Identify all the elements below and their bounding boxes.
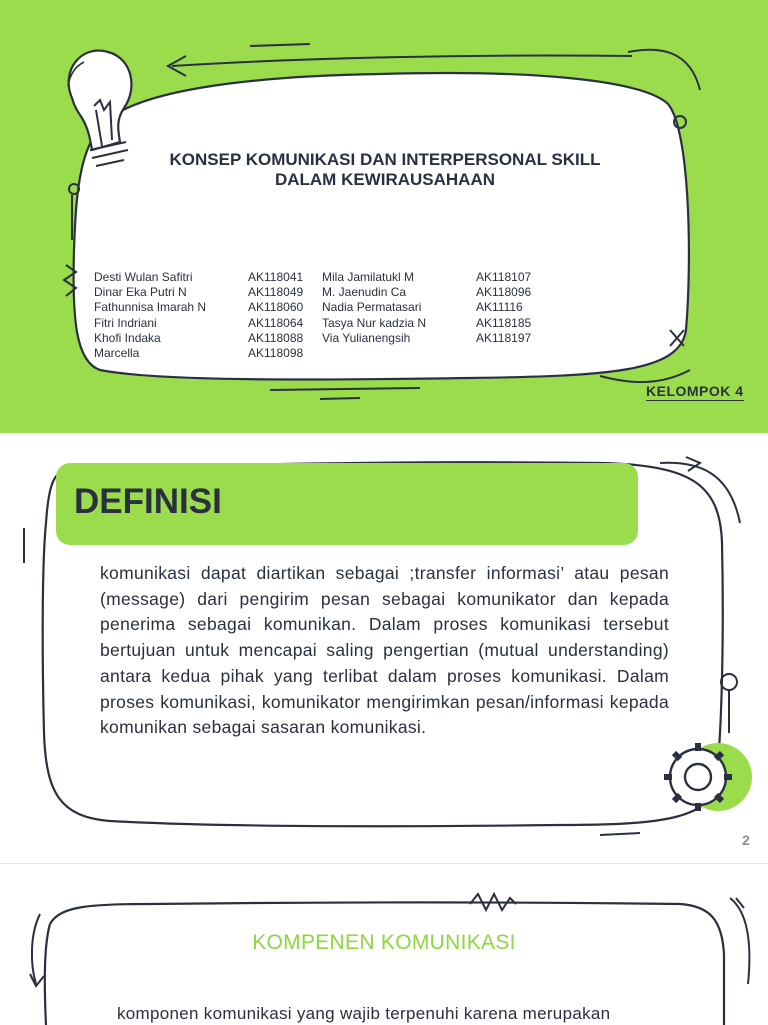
member-names-right [322, 270, 426, 346]
group-label: KELOMPOK 4 [646, 383, 744, 401]
slide-definisi [0, 433, 768, 863]
member-name: Nadia Permatasari [322, 300, 426, 315]
member-names-left [94, 270, 206, 361]
member-nims-left [248, 270, 303, 361]
komponen-heading: KOMPENEN KOMUNIKASI [0, 931, 768, 955]
member-name: Fathunnisa Imarah N [94, 300, 206, 315]
member-nim: AK118197 [476, 331, 531, 346]
member-nim: AK118041 [248, 270, 303, 285]
member-nim: AK118185 [476, 316, 531, 331]
member-name: Khofi Indaka [94, 331, 206, 346]
komponen-body-text: komponen komunikasi yang wajib terpenuhi karena merupakan [117, 1004, 610, 1024]
member-nims-right [476, 270, 531, 346]
member-nim: AK118088 [248, 331, 303, 346]
slide-title [0, 0, 768, 433]
arrow-left-icon [172, 55, 632, 66]
member-name: Desti Wulan Safitri [94, 270, 206, 285]
slide-komponen [0, 863, 768, 1025]
member-nim: AK118096 [476, 285, 531, 300]
member-nim: AK118060 [248, 300, 303, 315]
definisi-heading: DEFINISI [74, 482, 222, 522]
title-line-1: KONSEP KOMUNIKASI DAN INTERPERSONAL SKILL [90, 150, 680, 170]
page-number: 2 [742, 832, 750, 848]
member-nim: AK118098 [248, 346, 303, 361]
member-nim: AK118107 [476, 270, 531, 285]
member-nim: AK11116 [476, 300, 531, 315]
member-name: Via Yulianengsih [322, 331, 426, 346]
member-nim: AK118049 [248, 285, 303, 300]
member-name: Mila Jamilatukl M [322, 270, 426, 285]
member-name: Marcella [94, 346, 206, 361]
member-name: M. Jaenudin Ca [322, 285, 426, 300]
title-line-2: DALAM KEWIRAUSAHAAN [90, 170, 680, 190]
slide1-frame-decoration [0, 0, 768, 433]
gear-icon [664, 743, 752, 811]
member-name: Tasya Nur kadzia N [322, 316, 426, 331]
arrow-icon [30, 974, 44, 986]
member-name: Fitri Indriani [94, 316, 206, 331]
member-name: Dinar Eka Putri N [94, 285, 206, 300]
member-nim: AK118064 [248, 316, 303, 331]
presentation-title [90, 150, 680, 190]
definisi-body-text: komunikasi dapat diartikan sebagai ;transfer informasi’ atau pesan (message) dari pengirim pesan sebagai komunikator dan kepada penerima sebagai komunikan. Dalam proses komunikasi tersebut bertujuan untuk mencapai saling pengertian (mutual understanding) antara kedua pihak yang terlibat dalam proses komunikasi. Dalam proses komunikasi, komunikator mengirimkan pesan/informasi kepada komunikan sebagai sasaran komunikasi. [100, 561, 669, 741]
